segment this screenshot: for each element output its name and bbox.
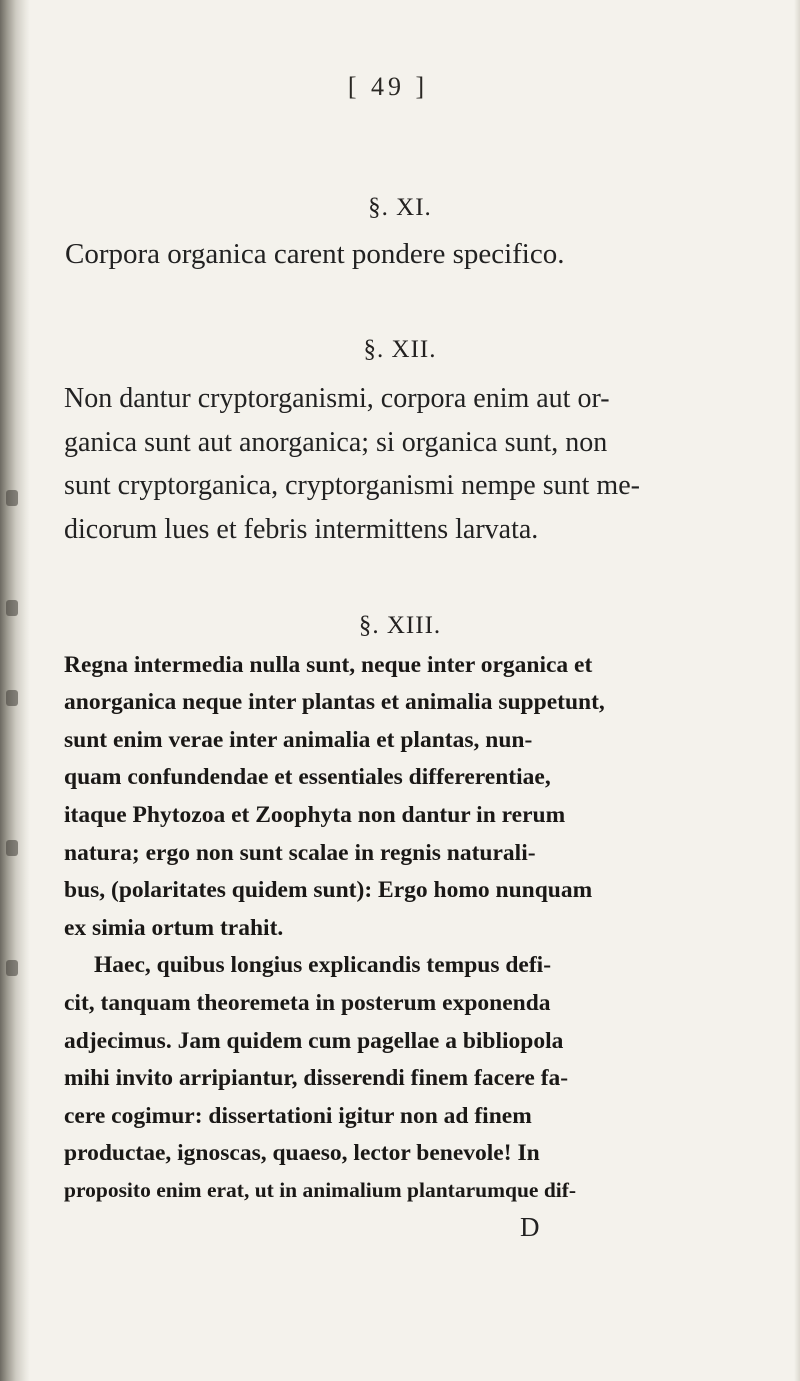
section-heading-xii: §. XII. xyxy=(363,336,437,363)
margin-ink-mark xyxy=(6,840,18,856)
margin-ink-mark xyxy=(6,490,18,506)
text-line: sunt cryptorganica, cryptorganismi nempe sunt me- xyxy=(64,470,640,501)
text-line: natura; ergo non sunt scalae in regnis naturali- xyxy=(64,840,536,866)
text-line: cere cogimur: dissertationi igitur non ad finem xyxy=(64,1103,532,1129)
text-line: anorganica neque inter plantas et animalia suppetunt, xyxy=(64,689,605,715)
text-line: quam confundendae et essentiales differerentiae, xyxy=(64,764,551,790)
text-line: Corpora organica carent pondere specifico. xyxy=(65,238,565,270)
text-line: itaque Phytozoa et Zoophyta non dantur in rerum xyxy=(64,802,566,828)
text-line: bus, (polaritates quidem sunt): Ergo homo nunquam xyxy=(64,877,593,903)
text-line: productae, ignoscas, quaeso, lector benevole! In xyxy=(64,1140,540,1166)
text-line: dicorum lues et febris intermittens larvata. xyxy=(64,514,539,545)
text-line: sunt enim verae inter animalia et plantas, nun- xyxy=(64,727,533,753)
margin-ink-mark xyxy=(6,690,18,706)
section-heading-xiii: §. XIII. xyxy=(358,612,442,639)
text-line: ganica sunt aut anorganica; si organica sunt, non xyxy=(64,427,608,458)
text-line: Non dantur cryptorganismi, corpora enim aut or- xyxy=(64,383,610,414)
text-line: Haec, quibus longius explicandis tempus defi- xyxy=(94,952,552,978)
page-number: [ 49 ] xyxy=(347,72,429,101)
text-line: mihi invito arripiantur, disserendi finem facere fa- xyxy=(64,1065,569,1091)
section-heading-xi: §. XI. xyxy=(368,194,432,221)
text-line: proposito enim erat, ut in animalium plantarumque dif- xyxy=(64,1178,577,1202)
text-line: adjecimus. Jam quidem cum pagellae a bibliopola xyxy=(64,1028,564,1054)
margin-ink-mark xyxy=(6,960,18,976)
text-line: cit, tanquam theoremeta in posterum exponenda xyxy=(64,990,551,1016)
text-line: Regna intermedia nulla sunt, neque inter organica et xyxy=(64,652,593,678)
text-line: ex simia ortum trahit. xyxy=(64,915,284,941)
catchword: D xyxy=(520,1212,540,1242)
